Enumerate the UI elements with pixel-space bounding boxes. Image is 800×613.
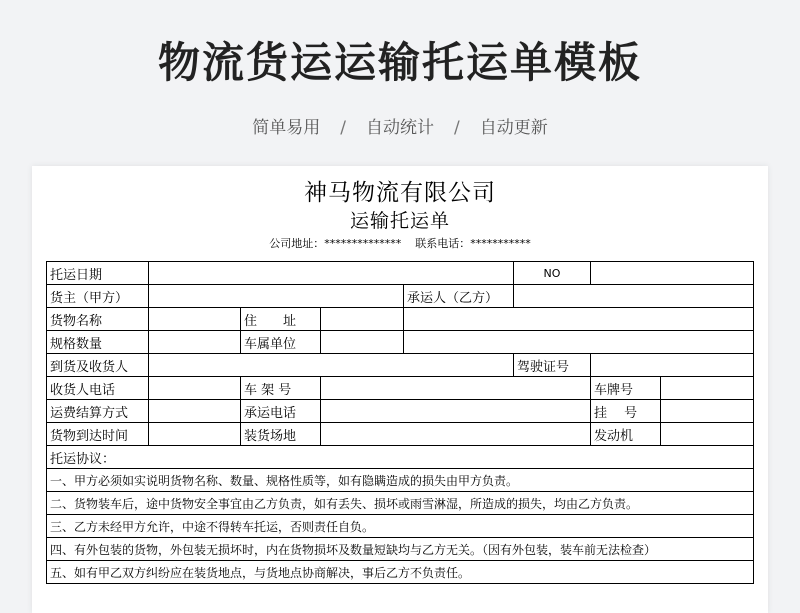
address-field-short[interactable] — [321, 308, 404, 331]
agreement-clause-5: 五、如有甲乙双方纠纷应在装货地点，与货地点协商解决，事后乙方不负责任。 — [47, 561, 754, 584]
table-row — [47, 561, 754, 584]
table-row — [47, 538, 754, 561]
table-row — [47, 423, 754, 446]
vehicle-unit-field[interactable] — [404, 331, 754, 354]
settlement-label: 运费结算方式 — [47, 400, 149, 423]
spec-qty-field[interactable] — [149, 331, 241, 354]
tag-auto-update: 自动更新 — [479, 118, 548, 138]
ship-date-field[interactable] — [149, 262, 514, 285]
shipper-field[interactable] — [149, 285, 404, 308]
loading-site-field[interactable] — [321, 423, 591, 446]
receiver-phone-label: 收货人电话 — [47, 377, 149, 400]
carrier-label: 承运人（乙方） — [404, 285, 514, 308]
address-label: 住 址 — [241, 308, 321, 331]
settlement-field[interactable] — [149, 400, 241, 423]
tag-easy: 简单易用 — [252, 118, 321, 138]
trailer-field[interactable] — [661, 400, 754, 423]
goods-name-field[interactable] — [149, 308, 241, 331]
no-field[interactable] — [591, 262, 754, 285]
tag-separator: / — [454, 118, 460, 138]
table-row — [47, 492, 754, 515]
banner-title: 物流货运运输托运单模板 — [157, 38, 642, 87]
license-field[interactable] — [591, 354, 754, 377]
agreement-clause-4: 四、有外包装的货物，外包装无损坏时，内在货物损坏及数量短缺均与乙方无关。（因有外包装，装车前无法检查） — [47, 538, 754, 561]
agreement-clause-2: 二、货物装车后，途中货物安全事宜由乙方负责，如有丢失、损坏或雨雪淋湿，所造成的损失，均由乙方负责。 — [47, 492, 754, 515]
agreement-clause-1: 一、甲方必须如实说明货物名称、数量、规格性质等，如有隐瞒造成的损失由甲方负责。 — [47, 469, 754, 492]
shipper-label: 货主（甲方） — [47, 285, 149, 308]
ship-date-label: 托运日期 — [47, 262, 149, 285]
table-row — [47, 308, 754, 331]
plate-no-field[interactable] — [661, 377, 754, 400]
address-value: ************** — [324, 237, 402, 250]
vehicle-unit-label: 车属单位 — [241, 331, 321, 354]
plate-no-label: 车牌号 — [591, 377, 661, 400]
dest-receiver-label: 到货及收货人 — [47, 354, 149, 377]
document-title: 运输托运单 — [349, 210, 450, 232]
table-row — [47, 515, 754, 538]
engine-field[interactable] — [661, 423, 754, 446]
table-row — [47, 262, 754, 285]
dest-receiver-field[interactable] — [149, 354, 514, 377]
frame-no-field[interactable] — [321, 377, 591, 400]
phone-value: *********** — [470, 237, 531, 250]
license-label: 驾驶证号 — [514, 354, 591, 377]
spec-qty-label: 规格数量 — [47, 331, 149, 354]
agreement-clause-3: 三、乙方未经甲方允许，中途不得转车托运，否则责任自负。 — [47, 515, 754, 538]
phone-label: 联系电话： — [415, 237, 471, 250]
table-row — [47, 377, 754, 400]
carrier-phone-label: 承运电话 — [241, 400, 321, 423]
tagline — [0, 113, 800, 138]
address-label: 公司地址： — [269, 237, 325, 250]
table-row — [47, 354, 754, 377]
waybill-paper — [32, 166, 768, 613]
engine-label: 发动机 — [591, 423, 661, 446]
company-name: 神马物流有限公司 — [304, 180, 496, 206]
carrier-phone-field[interactable] — [321, 400, 591, 423]
waybill-form — [46, 261, 754, 584]
goods-name-label: 货物名称 — [47, 308, 149, 331]
no-label: NO — [514, 262, 591, 285]
carrier-field[interactable] — [514, 285, 754, 308]
table-row — [47, 285, 754, 308]
table-row — [47, 331, 754, 354]
agreement-title: 托运协议： — [47, 446, 754, 469]
tag-auto-stats: 自动统计 — [366, 118, 434, 138]
table-row — [47, 446, 754, 469]
frame-no-label: 车 架 号 — [241, 377, 321, 400]
contact-line — [32, 235, 768, 251]
vehicle-unit-field-short[interactable] — [321, 331, 404, 354]
table-row — [47, 400, 754, 423]
arrival-time-label: 货物到达时间 — [47, 423, 149, 446]
arrival-time-field[interactable] — [149, 423, 241, 446]
address-field[interactable] — [404, 308, 754, 331]
table-row — [47, 469, 754, 492]
loading-site-label: 装货场地 — [241, 423, 321, 446]
trailer-label: 挂 号 — [591, 400, 661, 423]
tag-separator: / — [340, 118, 346, 138]
receiver-phone-field[interactable] — [149, 377, 241, 400]
